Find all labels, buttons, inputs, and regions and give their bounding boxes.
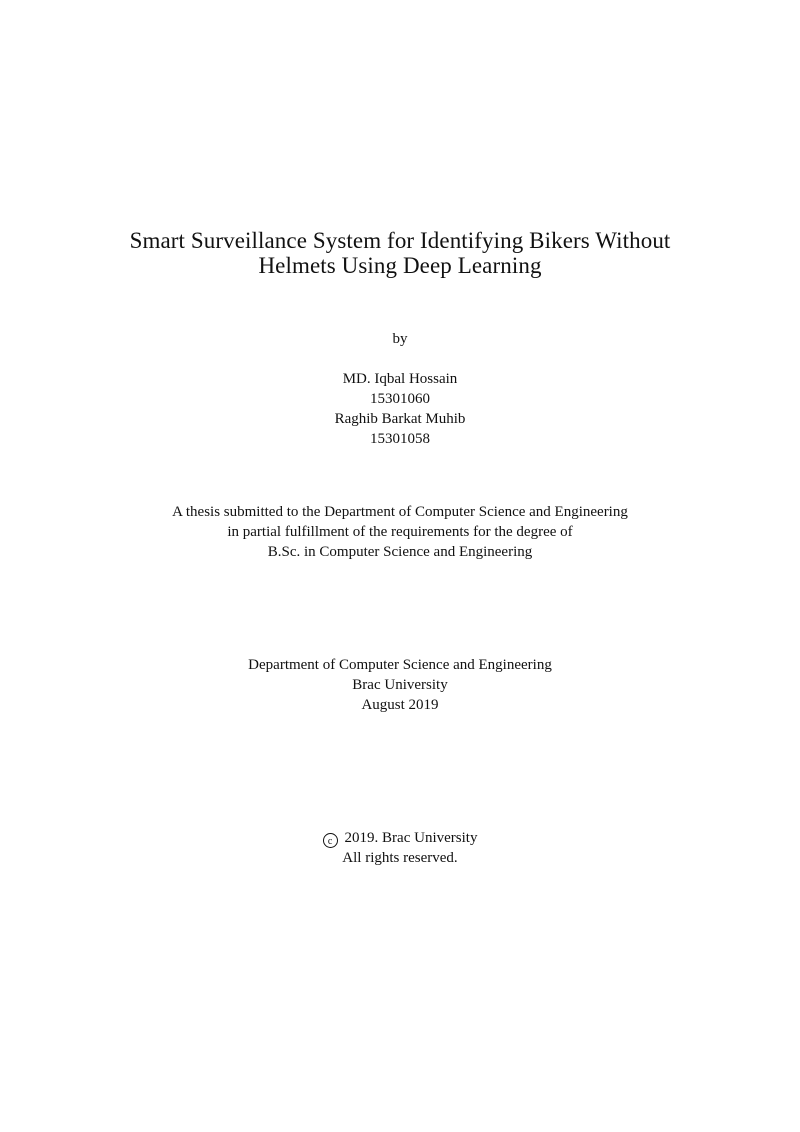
author-name: Raghib Barkat Muhib: [334, 411, 466, 427]
by-label: by: [392, 331, 408, 347]
copyright-line: [0, 828, 800, 848]
thesis-title-line-2: Helmets Using Deep Learning: [258, 253, 542, 278]
author-name: MD. Iqbal Hossain: [342, 371, 458, 387]
copyright-icon: c: [323, 833, 338, 848]
rights-reserved: All rights reserved.: [342, 850, 458, 866]
author-list: [0, 369, 800, 449]
author-id: 15301058: [370, 431, 430, 447]
statement-line-2: in partial fulfillment of the requirements for the degree of: [227, 524, 573, 540]
copyright-text: 2019. Brac University: [344, 830, 478, 846]
department-name: Department of Computer Science and Engineering: [248, 657, 552, 673]
statement-line-3: B.Sc. in Computer Science and Engineering: [267, 544, 533, 560]
author-id: 15301060: [370, 391, 430, 407]
thesis-title: [0, 228, 800, 278]
submission-statement: [0, 502, 800, 562]
institution-block: [0, 655, 800, 715]
copyright-block: [0, 828, 800, 868]
statement-line-1: A thesis submitted to the Department of Computer Science and Engineering: [172, 504, 628, 520]
thesis-title-line-1: Smart Surveillance System for Identifying Bikers Without: [129, 228, 671, 253]
university-name: Brac University: [352, 677, 448, 693]
submission-date: August 2019: [361, 697, 439, 713]
